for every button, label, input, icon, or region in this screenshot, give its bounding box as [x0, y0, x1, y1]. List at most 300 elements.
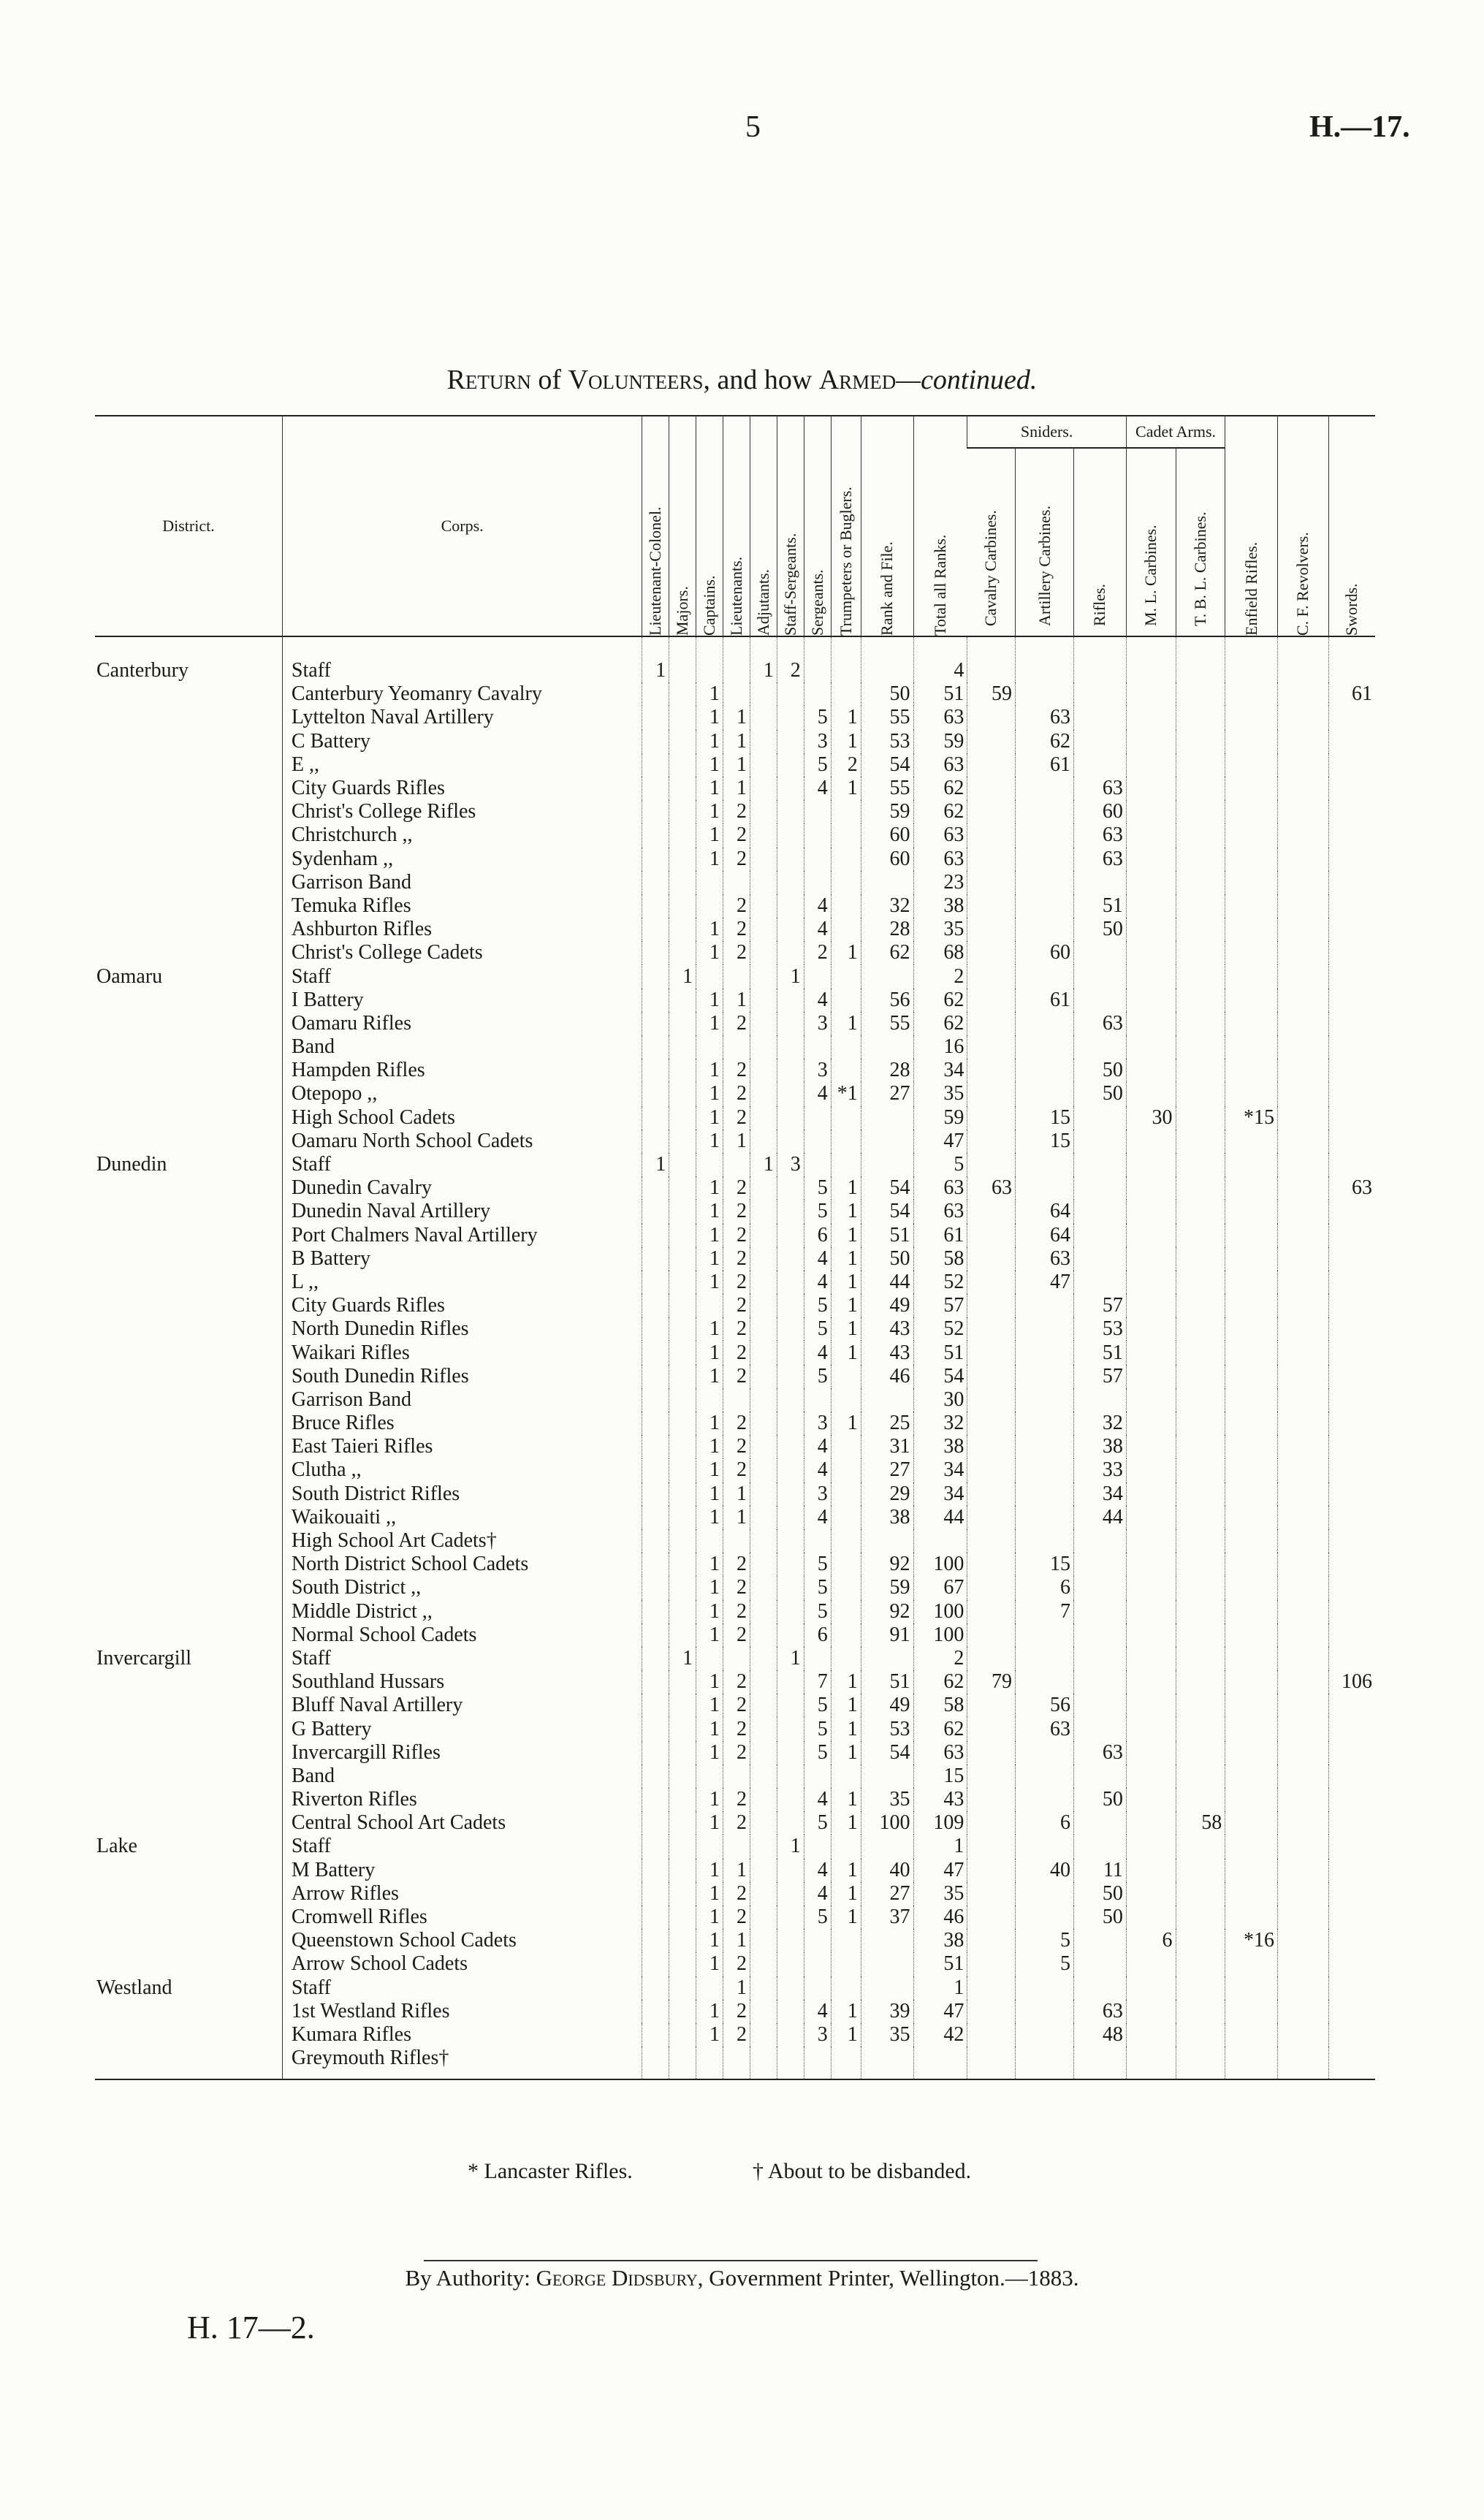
value-cell: [777, 918, 804, 941]
value-cell: [1278, 1929, 1329, 1952]
value-cell: [831, 1153, 861, 1176]
value-cell: [777, 1741, 804, 1765]
value-cell: 4: [804, 1247, 831, 1271]
value-cell: [861, 2047, 913, 2079]
value-cell: [1176, 1529, 1225, 1553]
artillery-carbines-header: [1016, 448, 1074, 636]
corps-cell: Hampden Rifles: [282, 1059, 642, 1082]
value-cell: 2: [723, 1788, 750, 1811]
value-cell: [642, 1811, 669, 1835]
value-cell: [1016, 1153, 1074, 1176]
value-cell: [1016, 894, 1074, 918]
value-cell: [1176, 1317, 1225, 1341]
district-cell: [95, 1130, 282, 1153]
value-cell: 29: [861, 1482, 913, 1506]
value-cell: [1126, 918, 1176, 941]
value-cell: [777, 989, 804, 1012]
value-cell: 4: [804, 2000, 831, 2023]
value-cell: 61: [1328, 682, 1375, 706]
ml-carbines-header: [1126, 448, 1176, 636]
value-cell: [804, 1153, 831, 1176]
value-cell: 1: [696, 1458, 723, 1482]
value-cell: [1328, 1388, 1375, 1412]
value-cell: [1278, 1435, 1329, 1458]
value-cell: [1225, 1788, 1278, 1811]
value-cell: [750, 2023, 777, 2047]
value-cell: 1: [831, 1412, 861, 1435]
adjutants-header: [750, 416, 777, 636]
value-cell: [750, 706, 777, 729]
value-cell: 1: [831, 1176, 861, 1200]
value-cell: [1126, 1271, 1176, 1294]
district-cell: [95, 1882, 282, 1906]
value-cell: [723, 1153, 750, 1176]
value-cell: [1225, 1035, 1278, 1059]
value-cell: 1: [696, 1176, 723, 1200]
value-cell: [967, 1859, 1016, 1882]
value-cell: [750, 1435, 777, 1458]
value-cell: [777, 1506, 804, 1529]
value-cell: [750, 1811, 777, 1835]
value-cell: 1: [723, 989, 750, 1012]
value-cell: [750, 964, 777, 988]
district-cell: [95, 1365, 282, 1388]
district-cell: [95, 1106, 282, 1130]
value-cell: [1016, 918, 1074, 941]
value-cell: [1126, 1600, 1176, 1623]
value-cell: [1225, 706, 1278, 729]
value-cell: [750, 1341, 777, 1364]
value-cell: [1016, 1365, 1074, 1388]
value-cell: [777, 823, 804, 847]
value-cell: [861, 1952, 913, 1976]
value-cell: 2: [723, 1717, 750, 1740]
corps-cell: Greymouth Rifles†: [282, 2047, 642, 2079]
value-cell: [967, 848, 1016, 871]
value-cell: [723, 1035, 750, 1059]
value-cell: [1016, 1529, 1074, 1553]
value-cell: [1126, 1388, 1176, 1412]
value-cell: [1016, 1059, 1074, 1082]
table-row: [95, 1388, 1375, 1412]
value-cell: [1016, 777, 1074, 800]
value-cell: [1225, 1412, 1278, 1435]
value-cell: [669, 1529, 696, 1553]
value-cell: [1126, 1224, 1176, 1247]
district-cell: [95, 1717, 282, 1740]
value-cell: 5: [804, 1576, 831, 1599]
value-cell: [669, 1012, 696, 1035]
value-cell: [1074, 1647, 1127, 1670]
value-cell: [1176, 1717, 1225, 1740]
corps-cell: Christ's College Rifles: [282, 800, 642, 823]
value-cell: [861, 1153, 913, 1176]
value-cell: [642, 1482, 669, 1506]
value-cell: [967, 823, 1016, 847]
footnote-lancaster: * Lancaster Rifles.: [468, 2159, 633, 2183]
value-cell: [669, 1059, 696, 1082]
value-cell: [750, 1035, 777, 1059]
value-cell: [642, 1388, 669, 1412]
value-cell: [861, 1647, 913, 1670]
value-cell: 1: [723, 753, 750, 777]
value-cell: [1328, 1811, 1375, 1835]
value-cell: [967, 871, 1016, 894]
district-cell: Canterbury: [96, 659, 189, 682]
value-cell: [1328, 1741, 1375, 1765]
value-cell: [696, 1835, 723, 1858]
value-cell: [1278, 1035, 1329, 1059]
value-cell: [1225, 1082, 1278, 1105]
district-cell: [95, 1859, 282, 1882]
value-cell: [1225, 1952, 1278, 1976]
value-cell: 59: [913, 730, 967, 753]
corps-cell: Central School Art Cadets: [282, 1811, 642, 1835]
value-cell: [1074, 1553, 1127, 1576]
value-cell: 3: [777, 1153, 804, 1176]
value-cell: [1126, 1012, 1176, 1035]
value-cell: [967, 1082, 1016, 1105]
value-cell: [1225, 1670, 1278, 1694]
value-cell: 1: [831, 1741, 861, 1765]
value-cell: [1126, 1811, 1176, 1835]
value-cell: 100: [913, 1623, 967, 1647]
value-cell: [1278, 1082, 1329, 1105]
value-cell: [967, 1811, 1016, 1835]
value-cell: 63: [913, 753, 967, 777]
value-cell: [750, 1224, 777, 1247]
value-cell: 44: [913, 1506, 967, 1529]
value-cell: 59: [861, 800, 913, 823]
value-cell: [1126, 964, 1176, 988]
value-cell: 1: [831, 1294, 861, 1317]
value-cell: [1074, 1811, 1127, 1835]
corps-cell: L ,,: [282, 1271, 642, 1294]
value-cell: 4: [804, 1788, 831, 1811]
value-cell: 1: [696, 1623, 723, 1647]
corps-cell: E ,,: [282, 753, 642, 777]
value-cell: [642, 730, 669, 753]
value-cell: [1328, 1294, 1375, 1317]
district-cell: [95, 2047, 282, 2079]
value-cell: [669, 1082, 696, 1105]
value-cell: [642, 1553, 669, 1576]
value-cell: 51: [913, 1952, 967, 1976]
value-cell: 2: [723, 1576, 750, 1599]
value-cell: [1126, 800, 1176, 823]
value-cell: 2: [723, 1200, 750, 1223]
value-cell: [669, 1435, 696, 1458]
value-cell: [1074, 1765, 1127, 1788]
value-cell: [1074, 871, 1127, 894]
value-cell: 2: [723, 1106, 750, 1130]
value-cell: [777, 1623, 804, 1647]
value-cell: [1176, 777, 1225, 800]
value-cell: [831, 894, 861, 918]
value-cell: [777, 753, 804, 777]
value-cell: [831, 1365, 861, 1388]
district-cell: [95, 1200, 282, 1223]
value-cell: 1: [723, 1976, 750, 2000]
value-cell: 1: [696, 1788, 723, 1811]
value-cell: [669, 1482, 696, 1506]
corps-cell: Band: [282, 1035, 642, 1059]
value-cell: [1328, 941, 1375, 964]
value-cell: 1: [723, 1859, 750, 1882]
value-cell: [750, 871, 777, 894]
value-cell: [1176, 1412, 1225, 1435]
value-cell: [1176, 1600, 1225, 1623]
value-cell: 1: [913, 1976, 967, 2000]
value-cell: [804, 964, 831, 988]
value-cell: 5: [804, 1553, 831, 1576]
value-cell: [861, 1976, 913, 2000]
value-cell: [1328, 730, 1375, 753]
value-cell: 38: [1074, 1435, 1127, 1458]
value-cell: [1225, 1247, 1278, 1271]
value-cell: [1225, 823, 1278, 847]
corps-cell: Kumara Rifles: [282, 2023, 642, 2047]
value-cell: [967, 1224, 1016, 1247]
value-cell: [723, 964, 750, 988]
value-cell: [1328, 1765, 1375, 1788]
value-cell: 1: [696, 1929, 723, 1952]
value-cell: [1328, 1271, 1375, 1294]
table-row: [95, 1694, 1375, 1717]
corps-cell: Port Chalmers Naval Artillery: [282, 1224, 642, 1247]
sergeants-header: [804, 416, 831, 636]
value-cell: 54: [861, 1200, 913, 1223]
value-cell: 1: [696, 1082, 723, 1105]
value-cell: [642, 1341, 669, 1364]
value-cell: [831, 1976, 861, 2000]
value-cell: 57: [913, 1294, 967, 1317]
value-cell: 43: [913, 1788, 967, 1811]
corps-cell: Staff: [282, 964, 642, 988]
district-cell: [95, 823, 282, 847]
value-cell: 7: [1016, 1600, 1074, 1623]
value-cell: 2: [723, 2000, 750, 2023]
value-cell: [967, 894, 1016, 918]
value-cell: [831, 989, 861, 1012]
value-cell: [669, 2047, 696, 2079]
value-cell: [1074, 1600, 1127, 1623]
value-cell: [642, 1106, 669, 1130]
value-cell: [1328, 800, 1375, 823]
value-cell: [1278, 1835, 1329, 1858]
value-cell: [1176, 1458, 1225, 1482]
value-cell: [642, 918, 669, 941]
value-cell: [777, 1976, 804, 2000]
value-cell: [1074, 1929, 1127, 1952]
value-cell: [696, 1388, 723, 1412]
value-cell: [750, 848, 777, 871]
value-cell: 59: [967, 682, 1016, 706]
value-cell: 47: [913, 1130, 967, 1153]
value-cell: 1: [696, 1882, 723, 1906]
value-cell: [777, 1035, 804, 1059]
value-cell: 30: [1126, 1106, 1176, 1130]
value-cell: 2: [723, 1247, 750, 1271]
value-cell: [669, 941, 696, 964]
value-cell: [1074, 989, 1127, 1012]
value-cell: [777, 1271, 804, 1294]
value-cell: 59: [861, 1576, 913, 1599]
value-cell: 1: [696, 941, 723, 964]
value-cell: 28: [861, 918, 913, 941]
value-cell: [1278, 1412, 1329, 1435]
value-cell: [750, 1788, 777, 1811]
value-cell: 2: [723, 1741, 750, 1765]
value-cell: [1278, 1694, 1329, 1717]
value-cell: [1225, 777, 1278, 800]
value-cell: [777, 1458, 804, 1482]
value-cell: 61: [1016, 753, 1074, 777]
value-cell: [1074, 964, 1127, 988]
value-cell: [1278, 1623, 1329, 1647]
value-cell: [642, 1224, 669, 1247]
value-cell: [967, 777, 1016, 800]
value-cell: 56: [1016, 1694, 1074, 1717]
value-cell: 54: [913, 1365, 967, 1388]
value-cell: [967, 1882, 1016, 1906]
value-cell: [669, 1388, 696, 1412]
value-cell: [1176, 848, 1225, 871]
value-cell: [1016, 2047, 1074, 2079]
value-cell: [642, 1623, 669, 1647]
value-cell: [669, 1317, 696, 1341]
value-cell: 5: [804, 706, 831, 729]
value-cell: [804, 1647, 831, 1670]
value-cell: 1: [696, 1811, 723, 1835]
value-cell: [1225, 1811, 1278, 1835]
value-cell: [777, 1906, 804, 1929]
value-cell: 60: [861, 848, 913, 871]
print-reference: H. 17—2.: [187, 2310, 315, 2345]
value-cell: [777, 1200, 804, 1223]
value-cell: [1278, 1224, 1329, 1247]
value-cell: 1: [696, 1670, 723, 1694]
value-cell: [831, 964, 861, 988]
value-cell: [669, 1506, 696, 1529]
value-cell: [669, 1553, 696, 1576]
value-cell: [1074, 636, 1127, 682]
value-cell: [1278, 706, 1329, 729]
value-cell: [750, 1012, 777, 1035]
value-cell: 92: [861, 1600, 913, 1623]
value-cell: 1: [696, 1482, 723, 1506]
value-cell: [1176, 1247, 1225, 1271]
value-cell: 35: [913, 918, 967, 941]
corps-cell: Bruce Rifles: [282, 1412, 642, 1435]
corps-cell: Staff: [282, 1647, 642, 1670]
table-row: [95, 1576, 1375, 1599]
value-cell: [1126, 1294, 1176, 1317]
table-row: [95, 1717, 1375, 1740]
value-cell: 2: [723, 1365, 750, 1388]
value-cell: [1074, 753, 1127, 777]
value-cell: [1126, 1365, 1176, 1388]
value-cell: 1: [831, 1670, 861, 1694]
corps-cell: North District School Cadets: [282, 1553, 642, 1576]
value-cell: 59: [913, 1106, 967, 1130]
value-cell: [642, 1976, 669, 2000]
value-cell: [967, 1623, 1016, 1647]
value-cell: [696, 964, 723, 988]
value-cell: 5: [804, 1717, 831, 1740]
value-cell: [1016, 871, 1074, 894]
value-cell: [777, 1859, 804, 1882]
value-cell: 1: [831, 1271, 861, 1294]
value-cell: 38: [913, 894, 967, 918]
cf-revolvers-label: C. F. Revolvers.: [1293, 532, 1312, 636]
value-cell: [1074, 730, 1127, 753]
value-cell: 62: [913, 1012, 967, 1035]
value-cell: [1328, 1623, 1375, 1647]
value-cell: [1176, 730, 1225, 753]
table-row: [95, 682, 1375, 706]
district-cell: [95, 706, 282, 729]
value-cell: [804, 1765, 831, 1788]
value-cell: 47: [1016, 1271, 1074, 1294]
value-cell: 1: [696, 1600, 723, 1623]
value-cell: 25: [861, 1412, 913, 1435]
adjutants-label: Adjutants.: [753, 568, 772, 636]
value-cell: [1278, 1247, 1329, 1271]
value-cell: 50: [861, 1247, 913, 1271]
value-cell: [669, 1576, 696, 1599]
value-cell: [1176, 1435, 1225, 1458]
corps-cell: Ashburton Rifles: [282, 918, 642, 941]
value-cell: [1278, 1294, 1329, 1317]
value-cell: [1225, 918, 1278, 941]
value-cell: [1016, 1741, 1074, 1765]
value-cell: 62: [913, 800, 967, 823]
title-armed: Armed: [818, 365, 897, 395]
value-cell: [1225, 1012, 1278, 1035]
value-cell: [831, 1952, 861, 1976]
value-cell: 40: [1016, 1859, 1074, 1882]
value-cell: 1: [831, 706, 861, 729]
corps-cell: Waikouaiti ,,: [282, 1506, 642, 1529]
value-cell: [777, 941, 804, 964]
value-cell: 1: [723, 1929, 750, 1952]
value-cell: [669, 1623, 696, 1647]
value-cell: [669, 706, 696, 729]
value-cell: 2: [723, 1082, 750, 1105]
value-cell: [1126, 1788, 1176, 1811]
district-cell: [95, 1341, 282, 1364]
value-cell: [777, 1106, 804, 1130]
value-cell: [861, 1106, 913, 1130]
value-cell: [967, 1647, 1016, 1670]
value-cell: [642, 964, 669, 988]
value-cell: [1328, 1224, 1375, 1247]
value-cell: [669, 1717, 696, 1740]
value-cell: [967, 1835, 1016, 1858]
value-cell: 58: [913, 1247, 967, 1271]
value-cell: [696, 1294, 723, 1317]
value-cell: 55: [861, 706, 913, 729]
value-cell: [1328, 1341, 1375, 1364]
value-cell: 51: [861, 1224, 913, 1247]
swords-header: [1328, 416, 1375, 636]
value-cell: 1: [831, 1811, 861, 1835]
rank-and-file-label: Rank and File.: [878, 541, 897, 636]
value-cell: [913, 2047, 967, 2079]
value-cell: [1176, 1788, 1225, 1811]
value-cell: 1: [831, 1882, 861, 1906]
